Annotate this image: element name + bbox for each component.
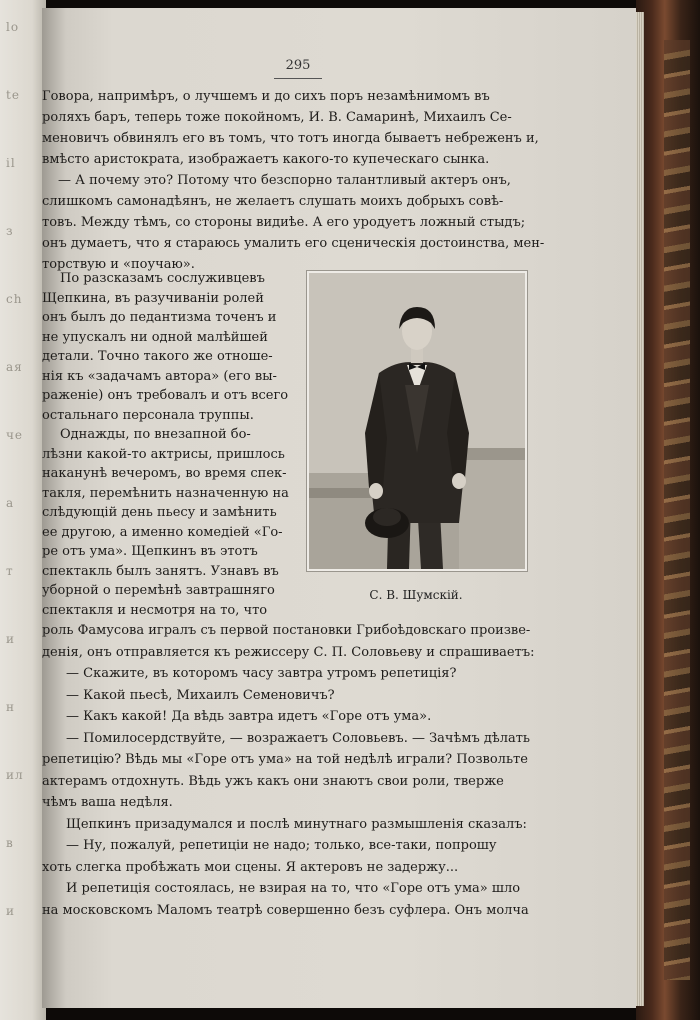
page-number: 295	[285, 58, 311, 73]
text-line: денія, онъ отправляется къ режиссеру С. П. Соловьеву и спрашиваетъ:	[42, 644, 535, 660]
left-page-fragment: че	[6, 428, 24, 442]
portrait-photo	[309, 273, 525, 569]
text-line: актерамъ отдохнуть. Вѣдь ужъ какъ они знаютъ свои роли, тверже	[42, 773, 504, 789]
text-line: слѣдующій день пьесу и замѣнить	[42, 505, 277, 520]
text-line: уборной о перемѣнѣ завтрашняго	[42, 583, 275, 598]
text-line: По разсказамъ сослуживцевъ	[60, 271, 265, 286]
text-line: остальнаго персонала труппы.	[42, 407, 254, 423]
text-line: — Какой пьесѣ, Михаилъ Семеновичъ?	[66, 687, 335, 703]
text-line: Щепкинъ призадумался и послѣ минутнаго размышленія сказалъ:	[66, 816, 527, 832]
text-line: — Какъ какой! Да вѣдь завтра идетъ «Горе отъ ума».	[66, 709, 432, 724]
portrait-illustration	[309, 273, 525, 569]
text-line: роляхъ баръ, теперь тоже покойномъ, И. В. Самаринѣ, Михаилъ Се-	[42, 110, 512, 125]
text-line: хоть слегка пробѣжать мои сцены. Я актеровъ не задержу...	[42, 859, 459, 875]
text-line: онъ думаетъ, что я стараюсь умалить его сценическія достоинства, мен-	[42, 236, 545, 251]
text-line: наканунѣ вечеромъ, во время спек-	[42, 466, 287, 481]
text-line: спектакля и несмотря на то, что	[42, 602, 268, 618]
left-page-fragment: в	[6, 836, 14, 850]
text-line: — Скажите, въ которомъ часу завтра утромъ репетиція?	[66, 666, 457, 681]
text-line: раженіе) онъ требовалъ и отъ всего	[42, 388, 289, 403]
left-page-fragment: и	[6, 904, 15, 918]
text-line: слишкомъ самонадѣянъ, не желаетъ слушать моихъ добрыхъ совѣ-	[42, 194, 504, 209]
text-line: нія къ «задачамъ автора» (его вы-	[42, 368, 277, 384]
left-page-fragment: ch	[6, 292, 23, 306]
text-line: товъ. Между тѣмъ, со стороны видиѣе. А его уродуетъ ложный стыдъ;	[42, 215, 526, 230]
text-line: И репетиція состоялась, не взирая на то, что «Горе отъ ума» шло	[66, 881, 521, 896]
text-line: — Помилосердствуйте, — возражаетъ Соловьевъ. — Зачѣмъ дѣлать	[66, 730, 531, 746]
text-line: — Ну, пожалуй, репетиціи не надо; только, все-таки, попрошу	[66, 838, 497, 853]
text-line: онъ былъ до педантизма точенъ и	[42, 310, 277, 325]
text-line: — А почему это? Потому что безспорно талантливый актеръ онъ,	[58, 173, 511, 188]
text-line: Щепкина, въ разучиваніи ролей	[42, 290, 264, 306]
text-line: детали. Точно такого же отноше-	[42, 349, 273, 364]
left-page-fragment: te	[6, 88, 20, 102]
text-line: репетицію? Вѣдь мы «Горе отъ ума» на той недѣлѣ играли? Позвольте	[42, 752, 528, 767]
left-page-fragment: и	[6, 632, 15, 646]
text-line: роль Фамусова игралъ съ первой постановки Грибоѣдовскаго произве-	[42, 623, 531, 638]
left-page-fragment: т	[6, 564, 14, 578]
left-page-fragment: ая	[6, 360, 23, 374]
text-line: не упускалъ ни одной малѣйшей	[42, 329, 268, 345]
left-page-fragment: ил	[6, 768, 24, 782]
text-line: меновичъ обвинялъ его въ томъ, что тотъ иногда бываетъ небреженъ и,	[42, 131, 539, 146]
portrait-photo-frame	[306, 270, 528, 572]
left-page-fragment: lo	[6, 20, 20, 34]
text-line: торствую и «поучаю».	[42, 257, 195, 272]
left-page-fragment: з	[6, 224, 14, 238]
text-line: Говора, напримѣръ, о лучшемъ и до сихъ поръ незамѣнимомъ въ	[42, 89, 490, 104]
text-line: ее другою, а именно комедіей «Го-	[42, 524, 283, 540]
left-page-fragment: н	[6, 700, 15, 714]
text-line: на московскомъ Маломъ театрѣ совершенно безъ суфлера. Онъ молча	[42, 902, 529, 918]
photo-caption: С. В. Шумскій.	[369, 588, 463, 602]
book-page	[42, 8, 636, 1008]
previous-page	[0, 0, 46, 1020]
marbled-cover	[664, 40, 690, 980]
text-line: вмѣсто аристократа, изображаетъ какого-то купеческаго сынка.	[42, 152, 490, 167]
text-line: спектакль былъ занятъ. Узнавъ въ	[42, 563, 279, 579]
text-line: ре отъ ума». Щепкинъ въ этотъ	[42, 544, 258, 559]
left-page-fragment: il	[6, 156, 16, 170]
left-page-fragment: а	[6, 496, 15, 510]
text-line: Однажды, по внезапной бо-	[60, 427, 251, 442]
text-line: лѣзни какой-то актрисы, пришлось	[42, 446, 285, 462]
text-line: такля, перемѣнить назначенную на	[42, 485, 289, 501]
text-line: чѣмъ ваша недѣля.	[42, 795, 173, 810]
page-number-rule	[274, 78, 322, 79]
